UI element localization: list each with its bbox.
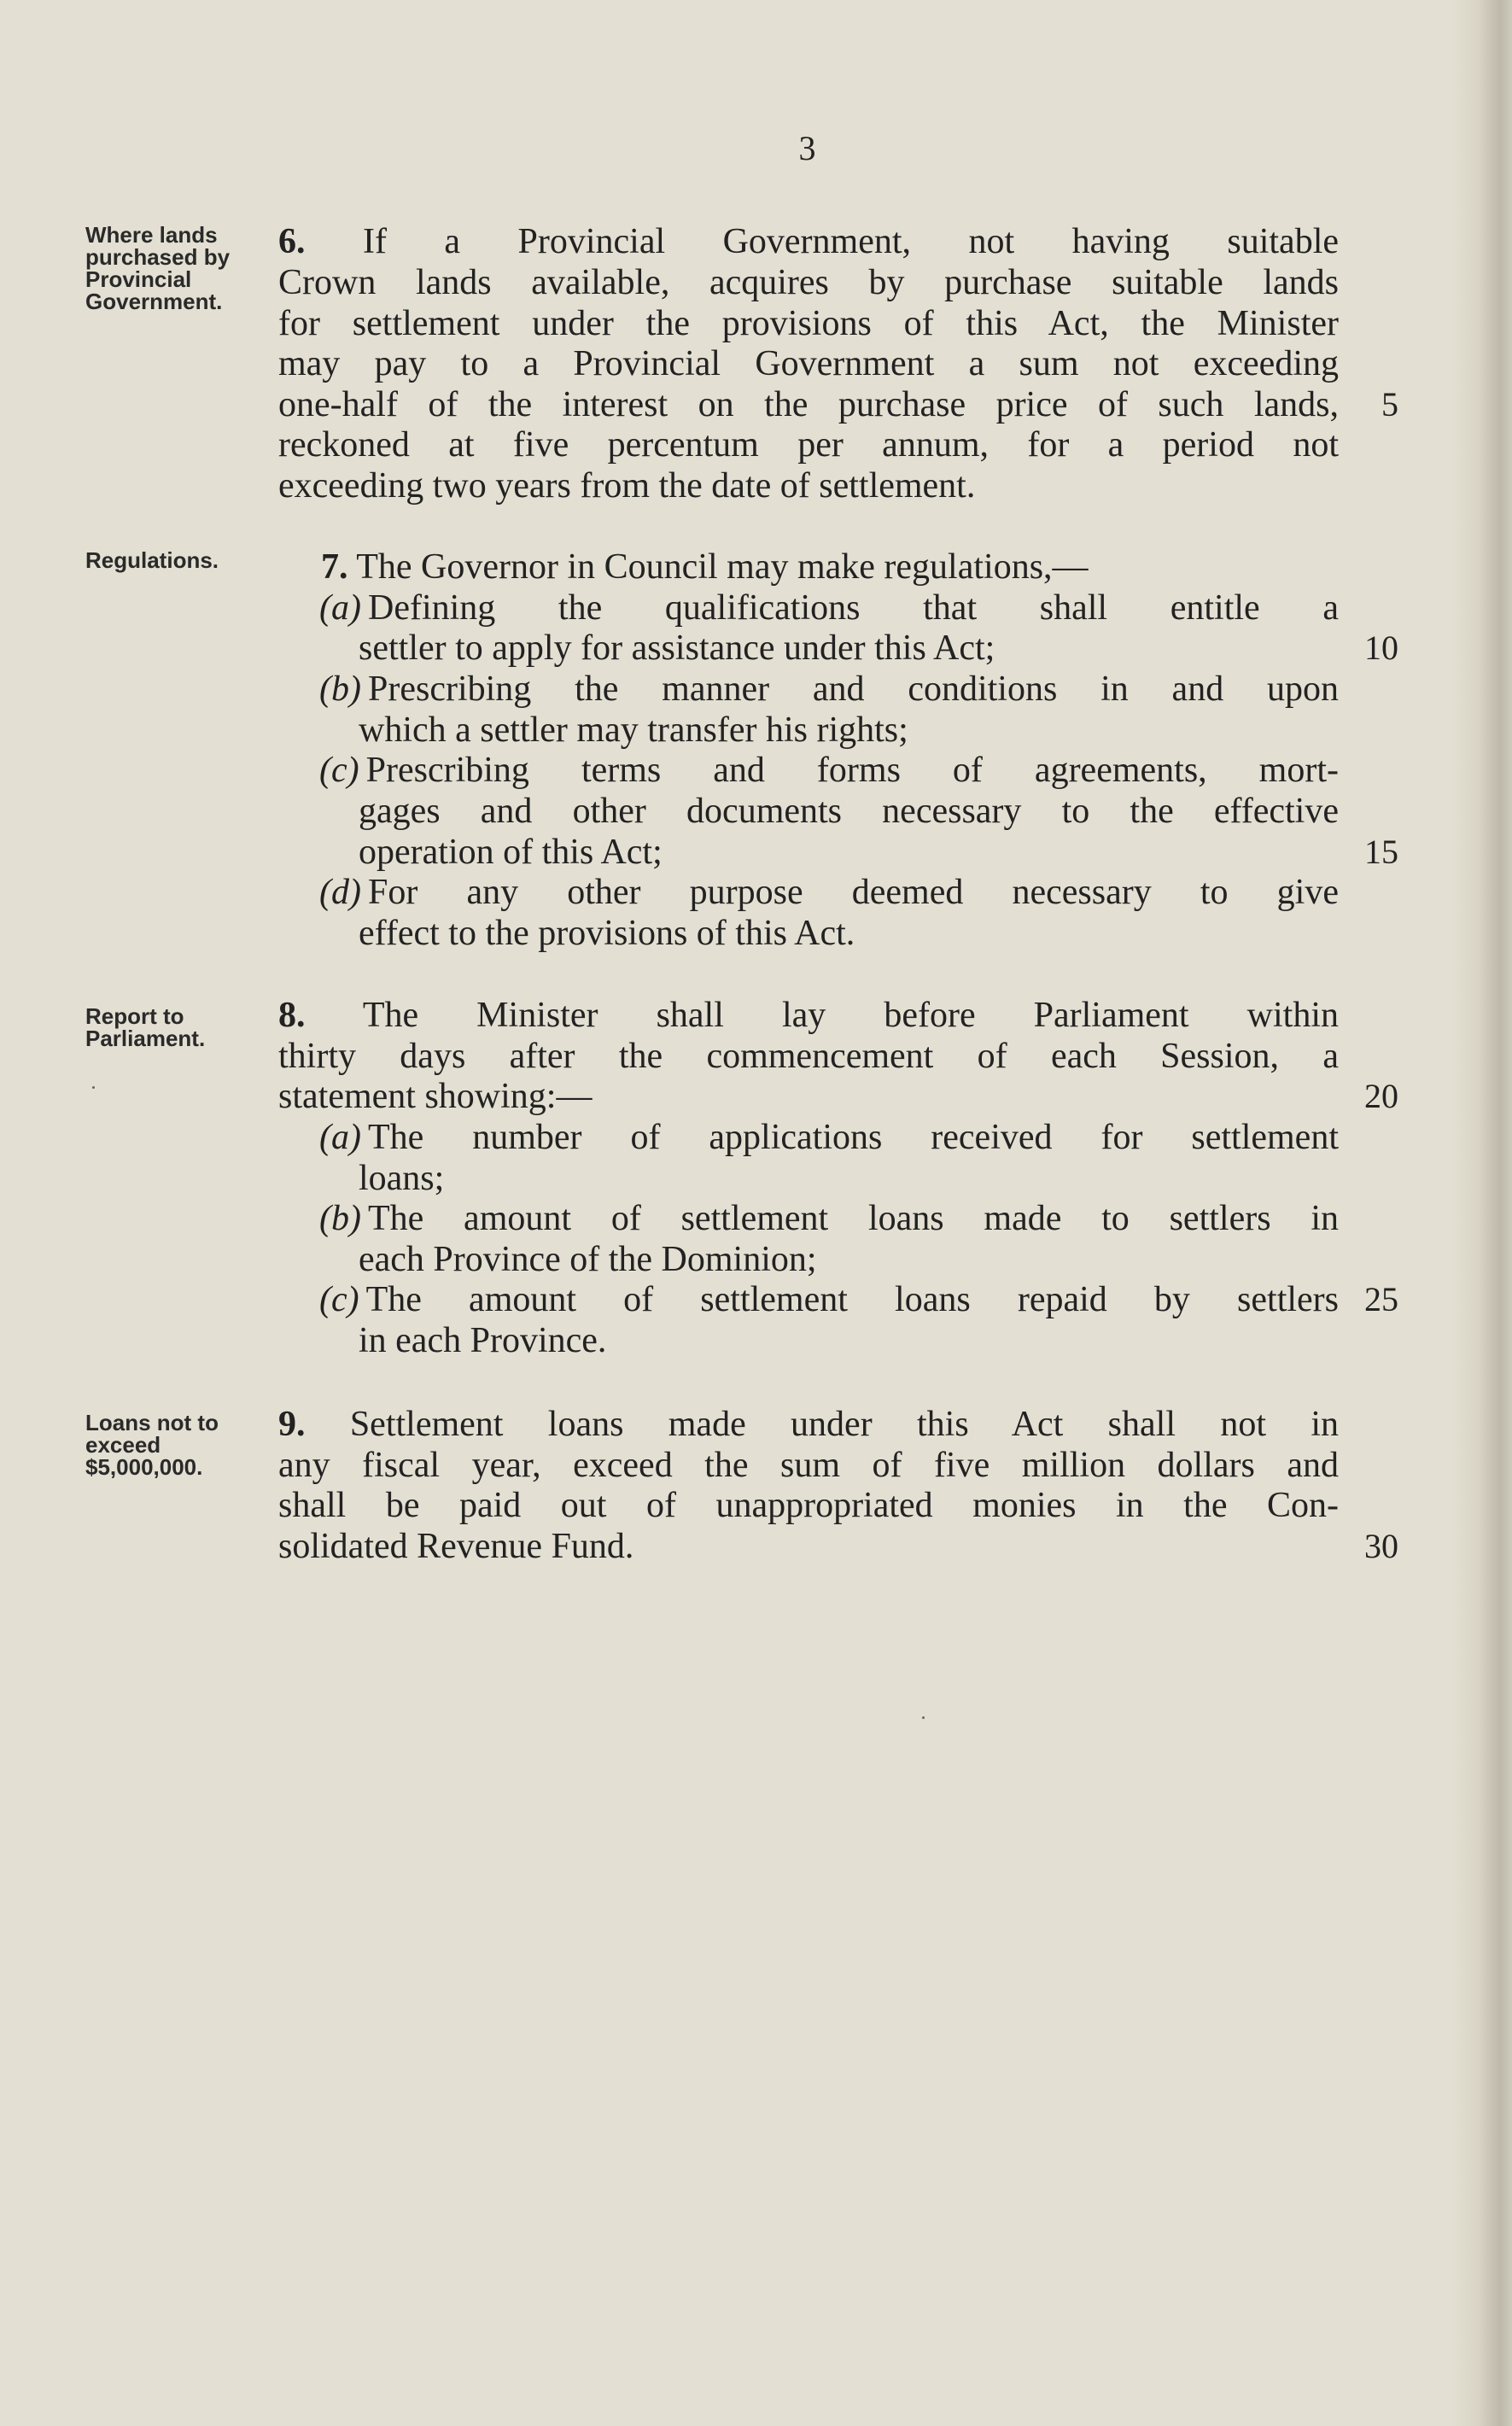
section-8-item-c bbox=[319, 1279, 1339, 1320]
section-6-line: Crown lands available, acquires by purchase suitable lands bbox=[278, 263, 1339, 302]
section-8-item-b bbox=[319, 1198, 1339, 1239]
line-text: Prescribing terms and forms of agreements, mort- bbox=[365, 751, 1339, 790]
line-text: Defining the qualifications that shall entitle a bbox=[367, 588, 1339, 628]
section-8-line bbox=[278, 995, 1339, 1036]
section-7-item-b bbox=[319, 669, 1339, 710]
section-6-line: for settlement under the provisions of this Act, the Minister bbox=[278, 304, 1339, 343]
section-7-item-d bbox=[319, 872, 1339, 913]
line-number: 25 bbox=[1364, 1280, 1398, 1318]
section-6-line: reckoned at five percentum per annum, for a period not bbox=[278, 425, 1339, 465]
item-label: (a) bbox=[319, 588, 361, 628]
item-label: (d) bbox=[319, 873, 361, 912]
section-8-line: each Province of the Dominion; bbox=[359, 1240, 817, 1279]
margin-note-line: purchased by bbox=[85, 244, 231, 270]
section-7-item-c bbox=[319, 750, 1339, 791]
section-number: 9. bbox=[278, 1405, 306, 1444]
item-label: (a) bbox=[319, 1118, 361, 1157]
line-text: The amount of settlement loans repaid by settlers bbox=[365, 1280, 1339, 1319]
margin-note-where-lands bbox=[85, 224, 265, 313]
line-number: 30 bbox=[1364, 1527, 1398, 1565]
section-9-line: solidated Revenue Fund. bbox=[278, 1527, 634, 1566]
line-text: The number of applications received for settlement bbox=[367, 1118, 1339, 1157]
section-8-line: loans; bbox=[359, 1159, 445, 1198]
line-number: 20 bbox=[1364, 1077, 1398, 1115]
section-9-line bbox=[278, 1404, 1339, 1445]
margin-note-line: Report to bbox=[85, 1003, 184, 1029]
margin-note-regulations bbox=[85, 549, 265, 571]
margin-note-loans-not-to-exceed bbox=[85, 1412, 265, 1478]
line-text: If a Provincial Government, not having suitable bbox=[362, 222, 1340, 261]
margin-note-line: Parliament. bbox=[85, 1026, 206, 1051]
line-number: 10 bbox=[1364, 628, 1398, 667]
margin-note-line: exceed bbox=[85, 1432, 161, 1458]
margin-note-report-to-parliament bbox=[85, 1005, 265, 1049]
line-text: The amount of settlement loans made to settlers in bbox=[367, 1199, 1339, 1238]
section-8-line: thirty days after the commencement of each Session, a bbox=[278, 1037, 1339, 1076]
section-9-line: shall be paid out of unappropriated monies in the Con- bbox=[278, 1486, 1339, 1525]
section-7-line: which a settler may transfer his rights; bbox=[359, 710, 908, 750]
line-text: For any other purpose deemed necessary to give bbox=[367, 873, 1339, 912]
section-9-line: any fiscal year, exceed the sum of five million dollars and bbox=[278, 1446, 1339, 1485]
line-text: Settlement loans made under this Act shall not in bbox=[349, 1405, 1339, 1444]
section-8-line: in each Province. bbox=[359, 1321, 607, 1360]
item-label: (c) bbox=[319, 751, 359, 790]
page-edge bbox=[1452, 0, 1512, 2426]
paper-speck bbox=[92, 1086, 95, 1089]
section-7-line: operation of this Act; bbox=[359, 833, 663, 872]
section-number: 8. bbox=[278, 996, 306, 1035]
section-8-item-a bbox=[319, 1117, 1339, 1158]
line-number: 15 bbox=[1364, 833, 1398, 871]
item-label: (c) bbox=[319, 1280, 359, 1319]
line-text: The Minister shall lay before Parliament within bbox=[362, 996, 1339, 1035]
section-7-line: settler to apply for assistance under this Act; bbox=[359, 628, 995, 668]
margin-note-line: Provincial bbox=[85, 266, 192, 292]
line-number: 5 bbox=[1381, 385, 1398, 424]
section-7-line bbox=[321, 547, 1381, 588]
line-text: Prescribing the manner and conditions in and upon bbox=[367, 669, 1339, 709]
section-7-item-a bbox=[319, 588, 1339, 628]
line-text: The Governor in Council may make regulations,— bbox=[356, 547, 1089, 587]
margin-note-line: Where lands bbox=[85, 222, 218, 248]
margin-note-line: Government. bbox=[85, 289, 223, 314]
item-label: (b) bbox=[319, 1199, 361, 1238]
section-6-line: one-half of the interest on the purchase price of such lands, bbox=[278, 385, 1339, 424]
section-8-line: statement showing:— bbox=[278, 1077, 593, 1116]
section-6-line: exceeding two years from the date of settlement. bbox=[278, 466, 976, 506]
section-number: 6. bbox=[278, 222, 306, 261]
section-number: 7. bbox=[321, 547, 348, 587]
margin-note-line: $5,000,000. bbox=[85, 1454, 203, 1480]
section-6-line bbox=[278, 221, 1339, 262]
margin-note-line: Regulations. bbox=[85, 547, 219, 573]
paper-speck bbox=[922, 1716, 925, 1719]
page-number: 3 bbox=[798, 129, 816, 167]
section-6-line: may pay to a Provincial Government a sum not exceeding bbox=[278, 344, 1339, 383]
margin-note-line: Loans not to bbox=[85, 1410, 219, 1435]
section-7-line: gages and other documents necessary to the effective bbox=[359, 792, 1339, 831]
item-label: (b) bbox=[319, 669, 361, 709]
section-7-line: effect to the provisions of this Act. bbox=[359, 914, 855, 953]
